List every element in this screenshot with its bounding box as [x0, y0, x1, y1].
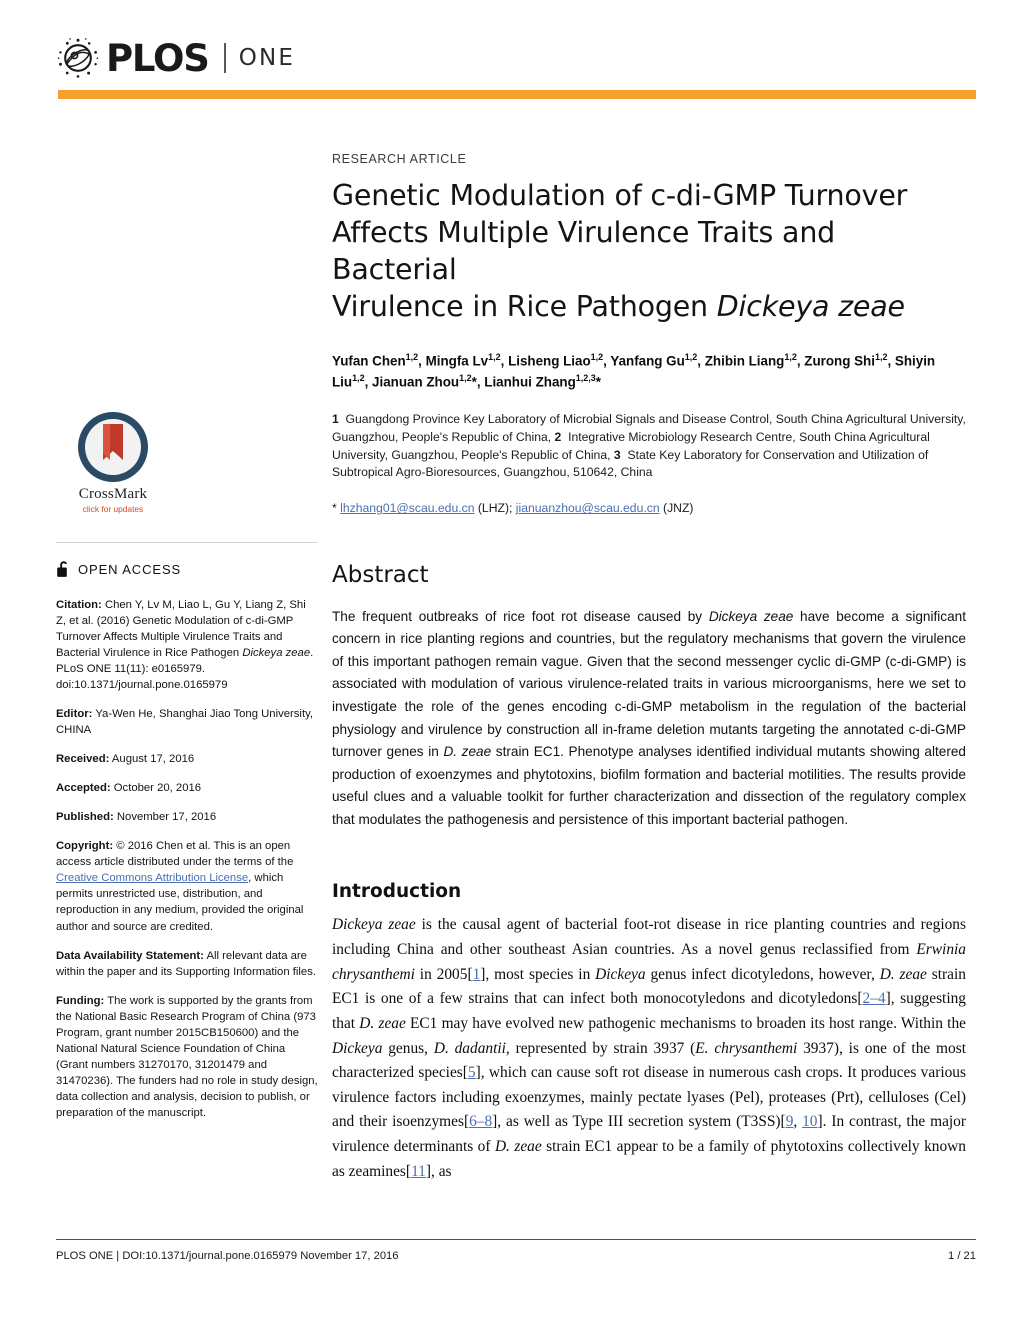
funding-text: The work is supported by the grants from the National Basic Research Program of China (973 Program, grant number 2015CB150600) and the National Natural Science Foundation of China (Grant numbers 31270170, 31201479 and 31470236). The funders had no role in study design, data collection and analysis, decision to publish, or preparation of the manuscript.: [56, 994, 318, 1119]
data-availability-block: [56, 948, 318, 980]
citation-ref-5[interactable]: 5: [467, 1064, 476, 1082]
footer-divider: [56, 1239, 976, 1240]
open-access-badge: [56, 559, 318, 579]
page-number: 1 / 21: [948, 1250, 976, 1262]
abstract-heading: Abstract: [332, 561, 429, 588]
citation-ref-10[interactable]: 10: [802, 1113, 818, 1131]
citation-label: Citation:: [56, 599, 102, 611]
page-title: [332, 177, 966, 325]
logo-divider: [224, 43, 226, 73]
crossmark-badge[interactable]: [58, 410, 168, 514]
crossmark-sublabel: click for updates: [82, 504, 144, 514]
funding-label: Funding:: [56, 994, 105, 1007]
corresponding-marker: *: [332, 501, 341, 516]
affiliation-list: 1 Guangdong Province Key Laboratory of Microbial Signals and Disease Control, South China Agricultural University, Guangzhou, People's Republic of China, 2 Integrative Microbiology Research Centre, South China Agricultural University, Guangzhou, People's Republic of China, 3 State Key Laboratory for Conservation and Utilization of Subtropical Agro-Bioresources, Guangzhou, 510642, China: [332, 411, 966, 480]
sidebar-divider: [56, 542, 318, 543]
copyright-post: , which permits unrestricted use, distribution, and reproduction in any medium, provided the original author and source are credited.: [56, 872, 304, 933]
editor-text: Ya-Wen He, Shanghai Jiao Tong University, CHINA: [56, 708, 314, 737]
introduction-text: Dickeya zeae is the causal agent of bacterial foot-rot disease in rice planting countries and regions including China and other southeast Asian countries. As a novel genus reclassified from Erwinia chrysanthemi in 2005[1], most species in Dickeya genus infect dicotyledons, however, D. zeae strain EC1 is one of a few strains that can infect both monocotyledons and dicotyledons[2–4], suggesting that D. zeae EC1 may have evolved new pathogenic mechanisms to broaden its host range. Within the Dickeya genus, D. dadantii, represented by strain 3937 (E. chrysanthemi 3937), is one of the most characterized species[5], which can cause soft rot disease in numerous cash crops. It produces various virulence factors including exoenzymes, mainly pectate lyases (Pel), proteases (Prt), celluloses (Cel) and their isoenzymes[6–8], as well as Type III secretion system (T3SS)[9, 10]. In contrast, the major virulence determinants of D. zeae strain EC1 appear to be a family of phytotoxins collectively known as zeamines[11], as: [332, 916, 966, 1180]
citation-block: [56, 597, 318, 693]
footer-doi: PLOS ONE | DOI:10.1371/journal.pone.0165979 November 17, 2016: [56, 1250, 399, 1262]
funding-block: [56, 993, 318, 1121]
received-text: August 17, 2016: [109, 753, 195, 766]
data-availability-label: Data Availability Statement:: [56, 949, 204, 962]
email-link-lhz[interactable]: lhzhang01@scau.edu.cn: [340, 501, 475, 516]
title-line-2: Affects Multiple Virulence Traits and Bacterial: [332, 216, 836, 287]
abstract-text: The frequent outbreaks of rice foot rot disease caused by Dickeya zeae have become a significant concern in rice planting regions and countries, but the regulatory mechanisms that govern the virulence of this important pathogen remain vague. Given that the second messenger cyclic di-GMP (c-di-GMP) is associated with modulation of various virulence-related traits in various microorganisms, here we set to investigate the role of the genes encoding c-di-GMP metabolism in the regulation of the bacterial physiology and virulence by construction all in-frame deletion mutants targeting the annotated c-di-GMP turnover genes in D. zeae strain EC1. Phenotype analyses identified individual mutants showing altered production of exoenzymes and phytotoxins, biofilm formation and bacterial motilities. The results provide useful clues and a valuable toolkit for further characterization and dissection of the regulatory complex that modulates the pathogenesis and persistence of this important bacterial pathogen.: [332, 608, 966, 827]
editor-label: Editor:: [56, 708, 93, 721]
corresponding-authors: [332, 499, 966, 517]
article-sidebar: [56, 410, 318, 1134]
published-block: [56, 809, 318, 825]
data-availability-text: All relevant data are within the paper and its Supporting Information files.: [56, 949, 316, 978]
plos-orb-icon: [56, 36, 100, 80]
introduction-heading: Introduction: [332, 881, 462, 903]
plos-one-logo[interactable]: [56, 34, 976, 82]
copyright-label: Copyright:: [56, 840, 114, 853]
article-type-kicker: RESEARCH ARTICLE: [332, 152, 467, 166]
cc-license-link[interactable]: Creative Commons Attribution License: [56, 872, 249, 885]
citation-ref-2-4[interactable]: 2–4: [862, 990, 886, 1008]
received-label: Received:: [56, 753, 110, 766]
copyright-pre: © 2016 Chen et al. This is an open access article distributed under the terms of the: [56, 840, 294, 869]
published-text: November 17, 2016: [113, 811, 217, 824]
email-initials-lhz: (LHZ);: [474, 501, 516, 516]
published-label: Published:: [56, 811, 114, 824]
citation-ref-9[interactable]: 9: [785, 1113, 794, 1131]
editor-block: [56, 706, 318, 738]
unlock-icon: [56, 559, 71, 579]
received-block: [56, 751, 318, 767]
copyright-block: [56, 838, 318, 934]
accepted-text: October 20, 2016: [110, 782, 202, 795]
open-access-label: OPEN ACCESS: [78, 561, 182, 577]
email-link-jnz[interactable]: jianuanzhou@scau.edu.cn: [515, 501, 660, 516]
accepted-label: Accepted:: [56, 782, 111, 795]
citation-ref-6-8[interactable]: 6–8: [469, 1113, 493, 1131]
citation-ref-11[interactable]: 11: [411, 1162, 426, 1180]
title-line-1: Genetic Modulation of c-di-GMP Turnover: [332, 179, 908, 212]
crossmark-icon: [76, 410, 150, 484]
citation-italic: Dickeya zeae: [242, 647, 311, 660]
plos-wordmark: PLOS: [106, 36, 209, 80]
title-line-3: Virulence in Rice Pathogen: [332, 290, 717, 324]
author-list: Yufan Chen$^{1,2}$, Mingfa Lv$^{1,2}$, Lisheng Liao$^{1,2}$, Yanfang Gu$^{1,2}$, Zhibin Liang$^{1,2}$, Zurong Shi$^{1,2}$, Shiyin Liu$^{1,2}$, Jianuan Zhou$^{1,2}$*, Lianhui Zhang$^{1,2,3}$*: [332, 352, 936, 390]
citation-ref-1[interactable]: 1: [472, 965, 481, 983]
accepted-block: [56, 780, 318, 796]
crossmark-label: CrossMark: [78, 486, 148, 502]
email-initials-jnz: (JNZ): [659, 501, 694, 516]
citation-text: Chen Y, Lv M, Liao L, Gu Y, Liang Z, Shi Z, et al. (2016) Genetic Modulation of c-di-GMP Turnover Affects Multiple Virulence Traits and Bacterial Virulence in Rice Pathogen: [56, 599, 306, 660]
citation-tail: . PLoS ONE 11(11): e0165979. doi:10.1371/journal.pone.0165979: [56, 647, 314, 692]
title-species-name: Dickeya zeae: [716, 290, 905, 324]
page-footer: [56, 1250, 976, 1262]
brand-accent-bar: [58, 90, 976, 99]
journal-header: [56, 34, 976, 96]
article-main: [332, 152, 966, 1184]
journal-name: ONE: [238, 44, 296, 71]
